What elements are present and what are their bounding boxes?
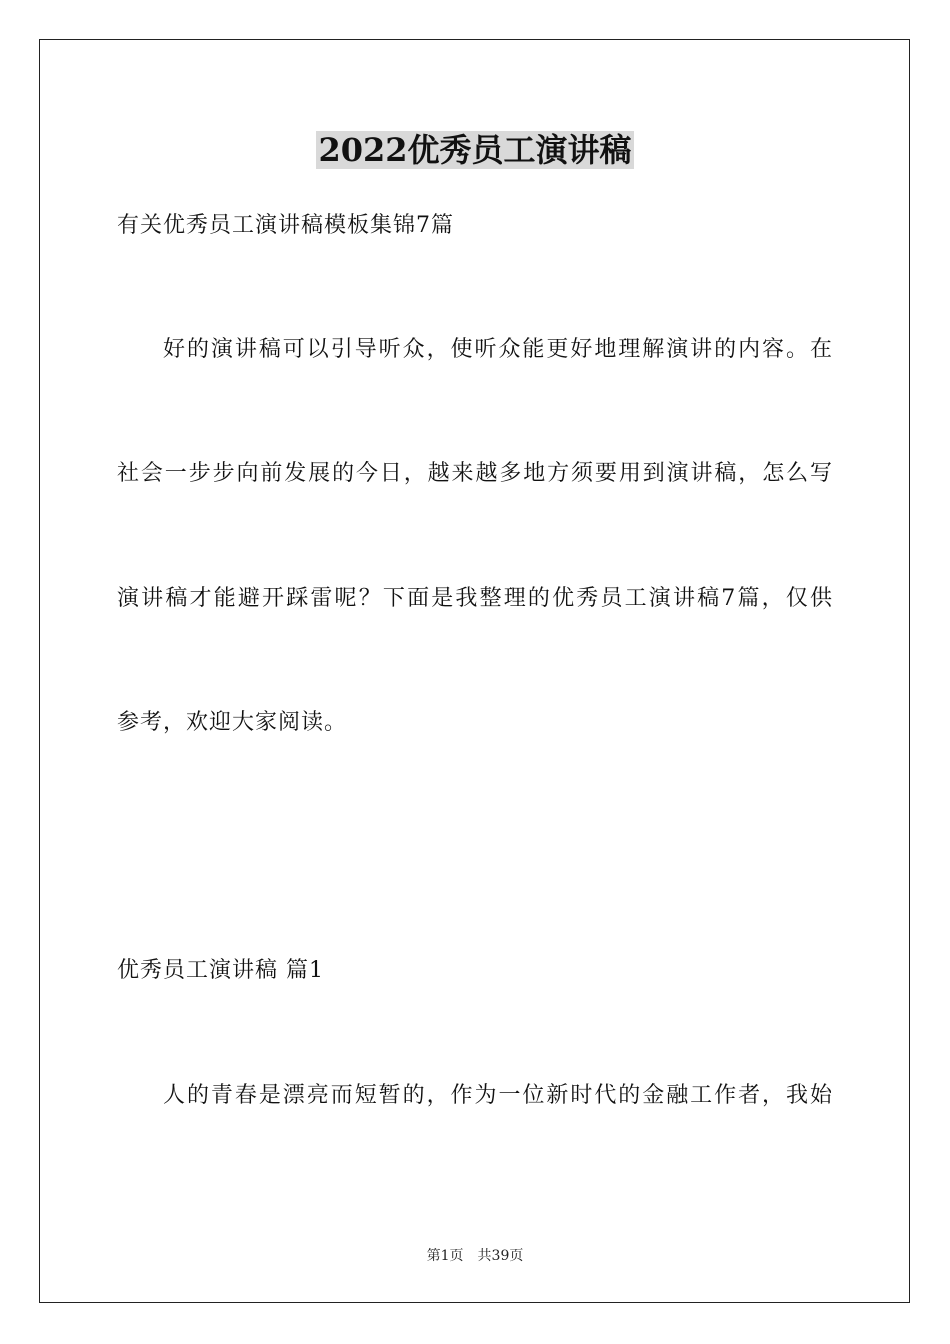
section-paragraph-line: 人的青春是漂亮而短暂的，作为一位新时代的金融工作者，我始 <box>163 1083 833 1108</box>
intro-paragraph-line: 好的演讲稿可以引导听众，使听众能更好地理解演讲的内容。在 <box>163 337 833 362</box>
document-title <box>0 128 950 172</box>
intro-paragraph-line: 演讲稿才能避开踩雷呢？下面是我整理的优秀员工演讲稿7篇，仅供 <box>117 586 833 611</box>
section-heading: 优秀员工演讲稿 篇1 <box>117 958 324 983</box>
document-subtitle: 有关优秀员工演讲稿模板集锦7篇 <box>117 213 454 238</box>
intro-paragraph-line: 参考，欢迎大家阅读。 <box>117 710 348 735</box>
page-number-total: 共39页 <box>477 1248 524 1264</box>
page-footer <box>0 1247 950 1265</box>
intro-paragraph-line: 社会一步步向前发展的今日，越来越多地方须要用到演讲稿，怎么写 <box>117 461 833 486</box>
document-title-text: 2022优秀员工演讲稿 <box>318 131 632 169</box>
page-number-current: 第1页 <box>426 1248 464 1264</box>
